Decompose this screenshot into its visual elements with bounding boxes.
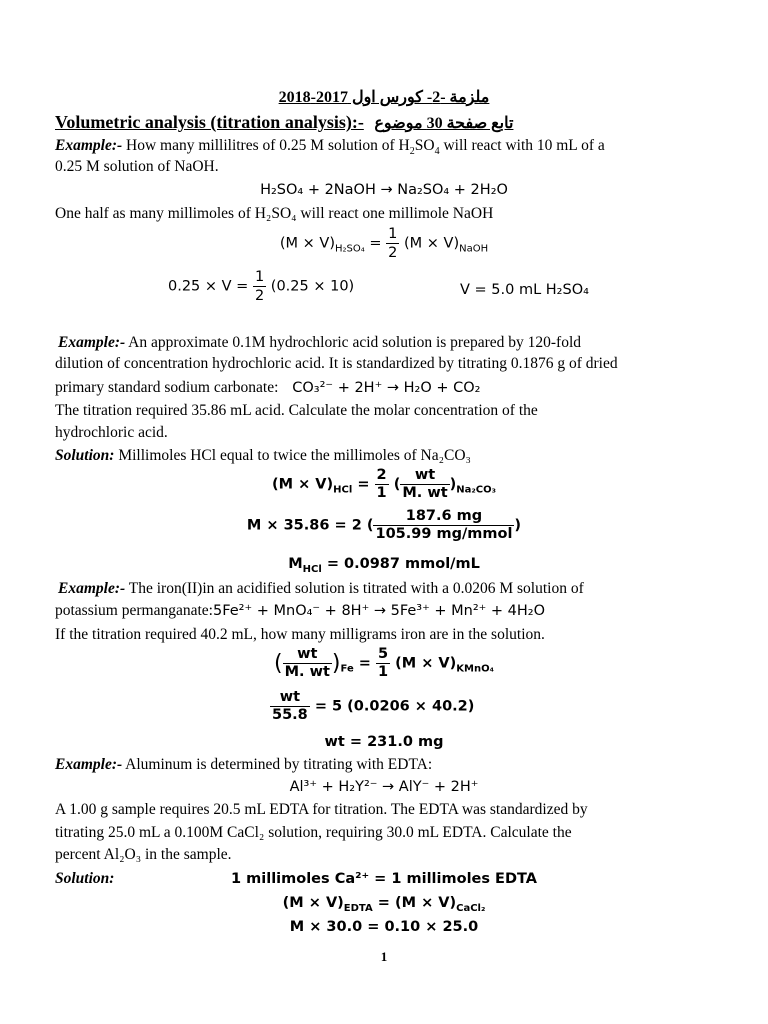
ex2-line1 — [58, 333, 581, 353]
ex2-solution — [55, 446, 471, 466]
ex1-eq1-left: (M × V) — [279, 235, 335, 252]
ex3-text2: potassium permanganate: — [55, 602, 213, 619]
ex1-reaction: H₂SO₄ + 2NaOH → Na₂SO₄ + 2H₂O — [260, 182, 508, 198]
ex2-line2: dilution of concentration hydrochloric acid. It is standardized by titrating 0.1876 g of dried — [55, 355, 618, 372]
ex1-eq2-result: V = 5.0 mL H₂SO₄ — [460, 282, 589, 298]
frac-num: wt — [297, 646, 318, 662]
ex4-line4: percent Al₂O₃ in the sample. — [55, 846, 232, 863]
ex1-eq1-frac — [386, 225, 399, 262]
frac-den: M. wt — [284, 664, 330, 680]
frac-den: 55.8 — [272, 707, 308, 723]
ex2-eq2-close: ) — [514, 517, 522, 534]
ex4-sol-eq3: M × 30.0 = 0.10 × 25.0 — [289, 919, 479, 935]
ex3-eq1-frac — [283, 646, 332, 681]
frac-num: 5 — [377, 646, 389, 662]
frac-num: 187.6 mg — [405, 508, 483, 524]
ex1-eq2-left: 0.25 × V = — [168, 278, 253, 295]
ex2-text3: primary standard sodium carbonate: — [55, 379, 279, 396]
ex3-eq1-right: (M × V) — [390, 655, 457, 672]
ex2-eq2-left: M × 35.86 = 2 ( — [246, 517, 374, 534]
ex4-sol-eq1: 1 millimoles Ca²⁺ = 1 millimoles EDTA — [231, 871, 537, 887]
ex2-line3 — [55, 378, 480, 398]
frac-num: wt — [279, 689, 301, 705]
section-title-text: Volumetric analysis (titration analysis):- — [55, 112, 364, 132]
ex4-sol-eq2 — [0, 893, 768, 919]
ex2-line5: hydrochloric acid. — [55, 424, 168, 441]
ex1-eq2-right: (0.25 × 10) — [266, 278, 355, 295]
section-title — [55, 111, 513, 135]
ex4-sol-eq2-left-sub: EDTA — [343, 902, 373, 914]
ex4-line1 — [55, 755, 432, 775]
ex2-eq1-sub: Na₂CO₃ — [456, 484, 496, 496]
solution-label: Solution: — [55, 447, 115, 464]
ex3-eq2 — [270, 689, 474, 724]
frac-num: 1 — [254, 269, 265, 285]
ex1-eq2-frac — [253, 268, 266, 305]
frac-den: 1 — [377, 664, 389, 680]
ex3-line2 — [55, 601, 545, 621]
ex3-eq1: ( $\frac{wt}{M. wt}$ )$_{Fe}$ = $\frac{5}{1}$ $(M \times V)_{KMnO_4}$ — [274, 646, 494, 680]
ex3-line3: If the titration required 40.2 mL, how many milligrams iron are in the solution. — [55, 626, 545, 643]
example-label: Example:- — [58, 580, 126, 597]
ex2-eq1-left-sub: HCl — [333, 484, 353, 496]
ex2-line4: The titration required 35.86 mL acid. Calculate the molar concentration of the — [55, 402, 538, 419]
arabic-title: ملزمة -2- كورس اول 2017-2018 — [278, 89, 490, 106]
ex4-text1: Aluminum is determined by titrating with EDTA: — [122, 756, 433, 773]
ex1-eq2 — [168, 268, 354, 305]
solution-label: Solution: — [55, 870, 115, 887]
ex2-eq1-frac — [375, 467, 389, 502]
ex1-eq1-left-sub: H₂SO₄ — [335, 243, 365, 255]
example-label: Example:- — [55, 756, 123, 773]
ex1-line1: Example:- How many millilitres of 0.25 M solution of $H_2SO_4$ will react with 10 mL of a — [55, 137, 605, 158]
ex3-reaction: 5Fe²⁺ + MnO₄⁻ + 8H⁺ → 5Fe³⁺ + Mn²⁺ + 4H₂O — [212, 603, 546, 619]
ex4-sol-eq2-left: (M × V) — [282, 895, 344, 911]
frac-den: M. wt — [402, 485, 448, 501]
ex2-reaction: CO₃²⁻ + 2H⁺ → H₂O + CO₂ — [292, 380, 481, 396]
section-arabic: تابع صفحة 30 موضوع — [374, 115, 514, 132]
ex2-solution-text: Millimoles HCl equal to twice the millimoles of Na₂CO₃ — [114, 447, 471, 464]
ex3-eq2-frac — [270, 689, 310, 724]
ex4-sol-eq2-mid: = (M × V) — [372, 895, 457, 911]
ex2-eq3-m: M — [288, 556, 303, 572]
ex4-line2: A 1.00 g sample requires 20.5 mL EDTA for titration. The EDTA was standardized by — [55, 801, 588, 818]
ex1-line2: 0.25 M solution of NaOH. — [55, 158, 219, 175]
ex3-text1: The iron(II)in an acidified solution is titrated with a 0.0206 M solution of — [125, 580, 584, 597]
ex4-reaction: Al³⁺ + H₂Y²⁻ → AlY⁻ + 2H⁺ — [289, 779, 479, 795]
ex1-statement: One half as many millimoles of H₂SO₄ will react one millimole NaOH — [55, 205, 494, 222]
frac-den: 1 — [376, 485, 387, 501]
ex1-eq1 — [0, 225, 768, 262]
ex3-eq1-frac2 — [376, 646, 390, 681]
ex3-eq2-right: = 5 (0.0206 × 40.2) — [309, 698, 475, 715]
ex1-text-b: SO — [414, 137, 435, 154]
frac-num: wt — [414, 467, 436, 483]
frac-den: 105.99 mg/mmol — [375, 526, 513, 542]
example-label: Example:- — [55, 137, 123, 154]
ex2-eq2 — [0, 508, 768, 543]
ex1-eq1-mid: = — [364, 235, 387, 252]
ex1-eq1-right: (M × V) — [399, 235, 460, 252]
ex2-eq1-wt-frac — [400, 467, 449, 502]
ex2-eq3-sub: HCl — [302, 563, 322, 575]
frac-num: 1 — [388, 226, 398, 242]
ex1-text-c: will react with 10 mL of a — [439, 137, 605, 154]
page-number: 1 — [380, 949, 388, 964]
ex3-eq1-sub: Fe — [340, 663, 354, 675]
ex2-eq1: $(M \times V)_{HCl}$ = $\frac{2}{1}$ ( $\frac{wt}{M. wt}$ )$_{Na_2CO_3}$ — [272, 467, 496, 501]
ex2-eq3 — [0, 554, 768, 580]
ex3-eq1-right-sub: KMnO₄ — [456, 663, 494, 675]
ex4-sol-eq2-right-sub: CaCl₂ — [456, 902, 486, 914]
frac-num: 2 — [376, 467, 387, 483]
ex4-line3: titrating 25.0 mL a 0.100M CaCl₂ solution, requiring 30.0 mL EDTA. Calculate the — [55, 824, 572, 841]
frac-den: 2 — [388, 245, 398, 261]
ex1-eq1-right-sub: NaOH — [459, 243, 489, 255]
example-label: Example:- — [58, 334, 126, 351]
ex2-text1: An approximate 0.1M hydrochloric acid solution is prepared by 120-fold — [125, 334, 582, 351]
ex2-eq2-frac — [373, 508, 514, 543]
ex1-text: How many millilitres of 0.25 M solution of H — [122, 137, 410, 154]
ex3-line1 — [58, 579, 584, 599]
ex3-eq3: wt = 231.0 mg — [324, 734, 444, 750]
ex2-eq1-left: (M × V) — [272, 476, 334, 493]
frac-den: 2 — [254, 288, 265, 304]
ex2-eq3-rest: = 0.0987 mmol/mL — [321, 556, 480, 572]
